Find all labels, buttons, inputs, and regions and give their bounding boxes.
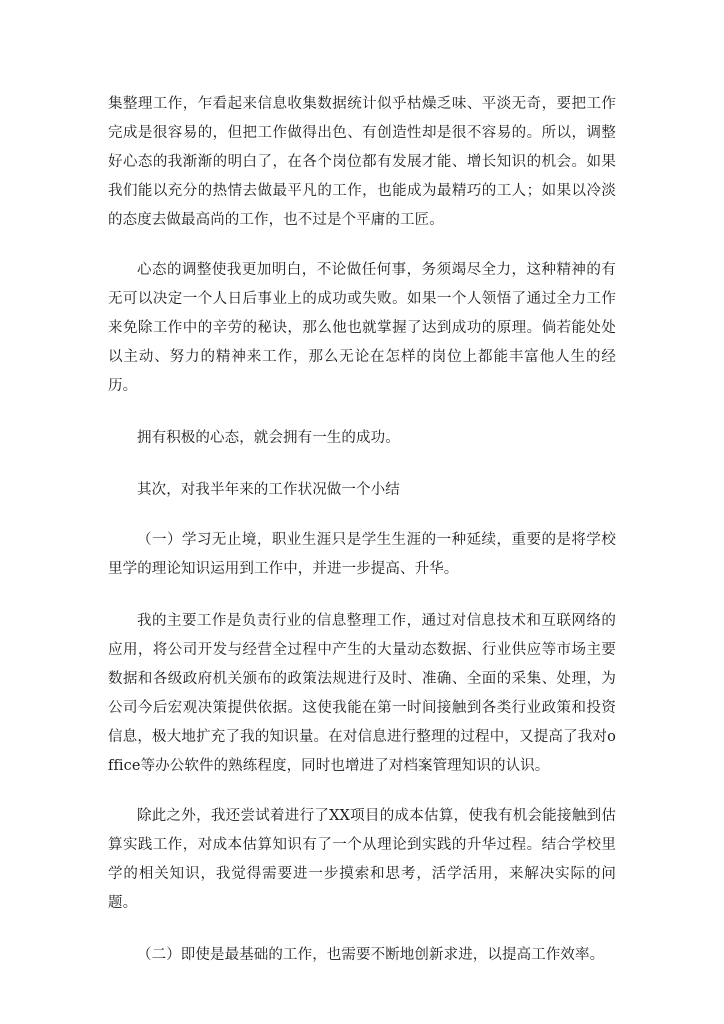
paragraph-continuation: 集整理工作，乍看起来信息收集数据统计似乎枯燥乏味、平淡无奇，要把工作完成是很容易的，但把工作做得出色、有创造性却是很不容易的。所以，调整好心态的我渐渐的明白了，在各个岗位都有发展才能、增长知识的机会。如果我们能以充分的热情去做最平凡的工作，也能成为最精巧的工人；如果以冷淡的态度去做最高尚的工作，也不过是个平庸的工匠。 bbox=[108, 96, 616, 228]
paragraph-mindset-adjustment: 心态的调整使我更加明白，不论做任何事，务须竭尽全力，这种精神的有无可以决定一个人日后事业上的成功或失败。如果一个人领悟了通过全力工作来免除工作中的辛劳的秘诀，那么他也就掌握了达到成功的原理。倘若能处处以主动、努力的精神来工作，那么无论在怎样的岗位上都能丰富他人生的经历。 bbox=[108, 262, 616, 394]
paragraph-main-work: 我的主要工作是负责行业的信息整理工作，通过对信息技术和互联网络的应用，将公司开发与经营全过程中产生的大量动态数据、行业供应等市场主要数据和各级政府机关颁布的政策法规进行及时、准确、全面的采集、处理，为公司今后宏观决策提供依据。这使我能在第一时间接触到各类行业政策和投资信息，极大地扩充了我的知识量。在对信息进行整理的过程中，又提高了我对office等办公软件的熟练程度，同时也增进了对档案管理知识的认识。 bbox=[108, 613, 616, 774]
paragraph-cost-estimation: 除此之外，我还尝试着进行了XX项目的成本估算，使我有机会能接触到估算实践工作，对成本估算知识有了一个从理论到实践的升华过程。结合学校里学的相关知识，我觉得需要进一步摸索和思考，活学活用，来解决实际的问题。 bbox=[108, 808, 616, 911]
paragraph-positive-attitude: 拥有积极的心态，就会拥有一生的成功。 bbox=[137, 430, 400, 446]
paragraph-summary-intro: 其次，对我半年来的工作状况做一个小结 bbox=[137, 482, 400, 498]
paragraph-section-two-heading: （二）即使是最基础的工作，也需要不断地创新求进，以提高工作效率。 bbox=[137, 947, 605, 963]
paragraph-section-one-heading: （一）学习无止境，职业生涯只是学生生涯的一种延续，重要的是将学校里学的理论知识运用到工作中，并进一步提高、升华。 bbox=[108, 532, 616, 577]
